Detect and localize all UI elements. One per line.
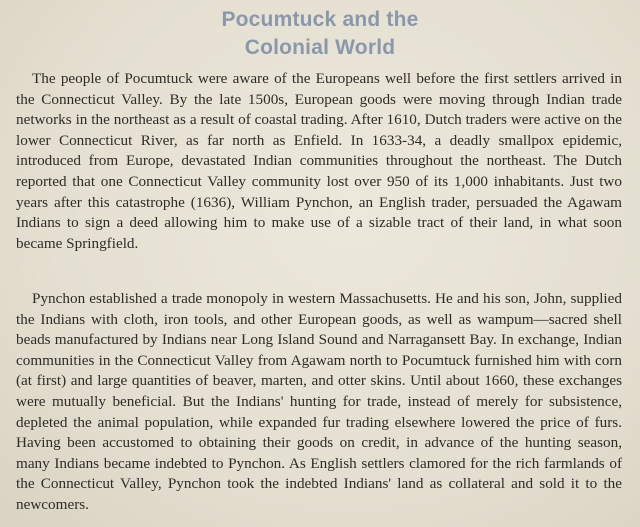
paragraph-2: Pynchon established a trade monopoly in western Massachusetts. He and his son, John, supplied the Indians with cloth, iron tools, and other European goods, as well as wampum—sacred shell beads manufactured by Indians near Long Island Sound and Narragansett Bay. In exchange, Indian communities in the Connecticut Valley from Agawam north to Pocumtuck furnished him with corn (at first) and large quantities of beaver, marten, and otter skins. Until about 1660, these exchanges were mutually beneficial. But the Indians' hunting for trade, instead of merely for subsistence, depleted the animal population, while expanded fur trading elsewhere lowered the price of furs. Having been accustomed to obtaining their goods on credit, in advance of the hunting season, many Indians became indebted to Pynchon. As English settlers clamored for the rich farmlands of the Connecticut Valley, Pynchon took the indebted Indians' land as collateral and sold it to the newcomers. [16,290,622,513]
title-line-1: Pocumtuck and the [221,8,419,31]
page-title [0,6,640,62]
title-line-2: Colonial World [244,36,396,59]
paragraph-1: The people of Pocumtuck were aware of the Europeans well before the first settlers arrived in the Connecticut Valley. By the late 1500s, European goods were moving through Indian trade networks in the northeast as a result of coastal trading. After 1610, Dutch traders were active on the lower Connecticut River, as far north as Enfield. In 1633-34, a deadly smallpox epidemic, introduced from Europe, devastated Indian communities throughout the northeast. The Dutch reported that one Connecticut Valley community lost over 950 of its 1,000 inhabitants. Just two years after this catastrophe (1636), William Pynchon, an English trader, persuaded the Agawam Indians to sign a deed allowing him to make use of a sizable tract of their land, in what soon became Springfield. [16,70,622,252]
